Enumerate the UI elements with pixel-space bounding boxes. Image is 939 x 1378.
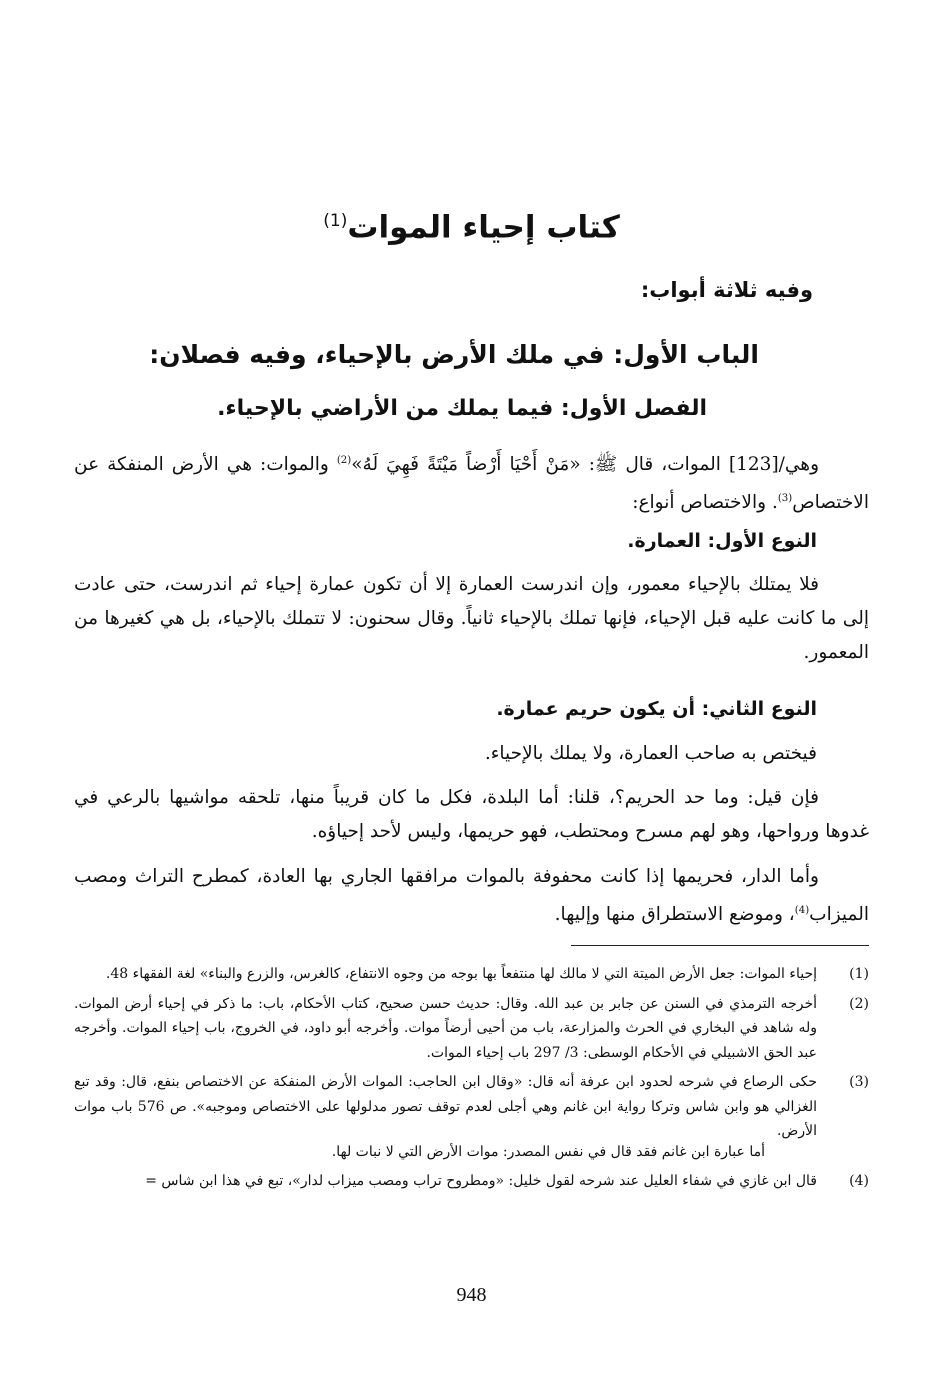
- document-page: [74, 0, 869, 1378]
- paragraph-1: [74, 444, 869, 520]
- title-text: كتاب إحياء الموات: [347, 209, 620, 246]
- footnote-number: (1): [849, 966, 869, 982]
- paragraph-2: فلا يمتلك بالإحياء معمور، وإن اندرست العمارة إلا أن تكون عمارة إحياء ثم اندرست، حتى عادت إلى ما كانت عليه قبل الإحياء، فإنها تملك بالإحياء ثانياً. وقال سحنون: لا تتملك بالإحياء، بل هي كغيرها من المعمور.: [74, 574, 869, 663]
- subheading-type-1: النوع الأول: العمارة.: [627, 530, 817, 552]
- subheading-type-2: النوع الثاني: أن يكون حريم عمارة.: [496, 698, 817, 720]
- footnote-2: [74, 992, 869, 1066]
- paragraph-5-part-a: وأما الدار، فحريمها إذا كانت محفوفة بالموات مرافقها الجاري بها العادة، كمطرح التراث ومصب الميزاب: [74, 866, 869, 926]
- footnote-text: إحياء الموات: جعل الأرض الميتة التي لا مالك لها منتفعاً بها بوجه من وجوه الانتفاع، كالغرس، والزرع والبناء» لغة الفقهاء 48.: [105, 966, 817, 982]
- chapter-heading: الباب الأول: في ملك الأرض بالإحياء، وفيه فصلان:: [149, 340, 759, 369]
- footnote-ref-2[interactable]: (2): [336, 455, 352, 466]
- paragraph-1-part-b: والموات: هي الأرض المنفكة عن الاختصاص: [74, 454, 869, 514]
- footnote-text: قال ابن غازي في شفاء العليل عند شرحه لقول خليل: «ومطروح تراب ومصب ميزاب لدار»، تبع في هذا ابن شاس =: [145, 1173, 817, 1189]
- footnote-text: أخرجه الترمذي في السنن عن جابر بن عبد الله. وقال: حديث حسن صحيح، كتاب الأحكام، باب: ما ذكر في إحياء أرض الموات. وله شاهد في البخاري في الحرث والمزارعة، باب من أحيى أرضاً موات. وأخرجه أبو داود، في الخروج، باب إحياء الموات. وأخرجه عبد الحق الاشبيلي في الأحكام الوسطى: 3/ 297 باب إحياء الموات.: [74, 995, 817, 1061]
- footnote-divider: [571, 945, 869, 946]
- paragraph-3: فيختص به صاحب العمارة، ولا يملك بالإحياء.: [484, 743, 817, 764]
- footnotes: [74, 962, 869, 1199]
- footnote-4: [74, 1169, 869, 1194]
- footnote-ref-1[interactable]: (1): [323, 211, 348, 231]
- footnote-number: (4): [849, 1173, 869, 1189]
- page-number: 948: [456, 1284, 487, 1306]
- page-title: [74, 196, 869, 252]
- footnote-number: (2): [849, 995, 869, 1012]
- footnote-3-extra: أما عبارة ابن غانم فقد قال في نفس المصدر: موات الأرض التي لا نبات لها.: [331, 1143, 765, 1160]
- intro-line: وفيه ثلاثة أبواب:: [640, 278, 813, 302]
- paragraph-1-part-a: وهي/[123] الموات، قال ﷺ: «مَنْ أَحْيَا أَرْضاً مَيْتَةً فَهِيَ لَهُ»: [351, 454, 819, 476]
- footnote-text: حكى الرصاع في شرحه لحدود ابن عرفة أنه قال: «وقال ابن الحاجب: الموات الأرض المنفكة عن الاختصاص بنفع، قال: وقد تبع الغزالي هو وابن شاس وتركا رواية ابن غانم وهي أجلى لعدم توقف تصور مدلولها على الاختصاص وموجبه». ص 576 باب موات الأرض.: [74, 1074, 817, 1139]
- section-heading: الفصل الأول: فيما يملك من الأراضي بالإحياء.: [217, 396, 707, 421]
- footnote-number: (3): [849, 1074, 869, 1090]
- footnote-ref-3[interactable]: (3): [777, 493, 793, 505]
- paragraph-4: فإن قيل: وما حد الحريم؟، قلنا: أما البلدة، فكل ما كان قريباً منها، تلحقه مواشيها بالرعي في غدوها ورواحها، وهو لهم مسرح ومحتطب، فهو حريمها، وليس لأحد إحياؤه.: [74, 787, 869, 842]
- footnote-1: [74, 962, 869, 987]
- footnote-ref-4[interactable]: (4): [794, 905, 810, 916]
- paragraph-5-part-b: ، وموضع الاستطراق منها وإليها.: [554, 904, 795, 926]
- paragraph-1-part-c: . والاختصاص أنواع:: [632, 492, 778, 514]
- footnote-3: [74, 1070, 869, 1164]
- paragraph-5: [74, 860, 869, 932]
